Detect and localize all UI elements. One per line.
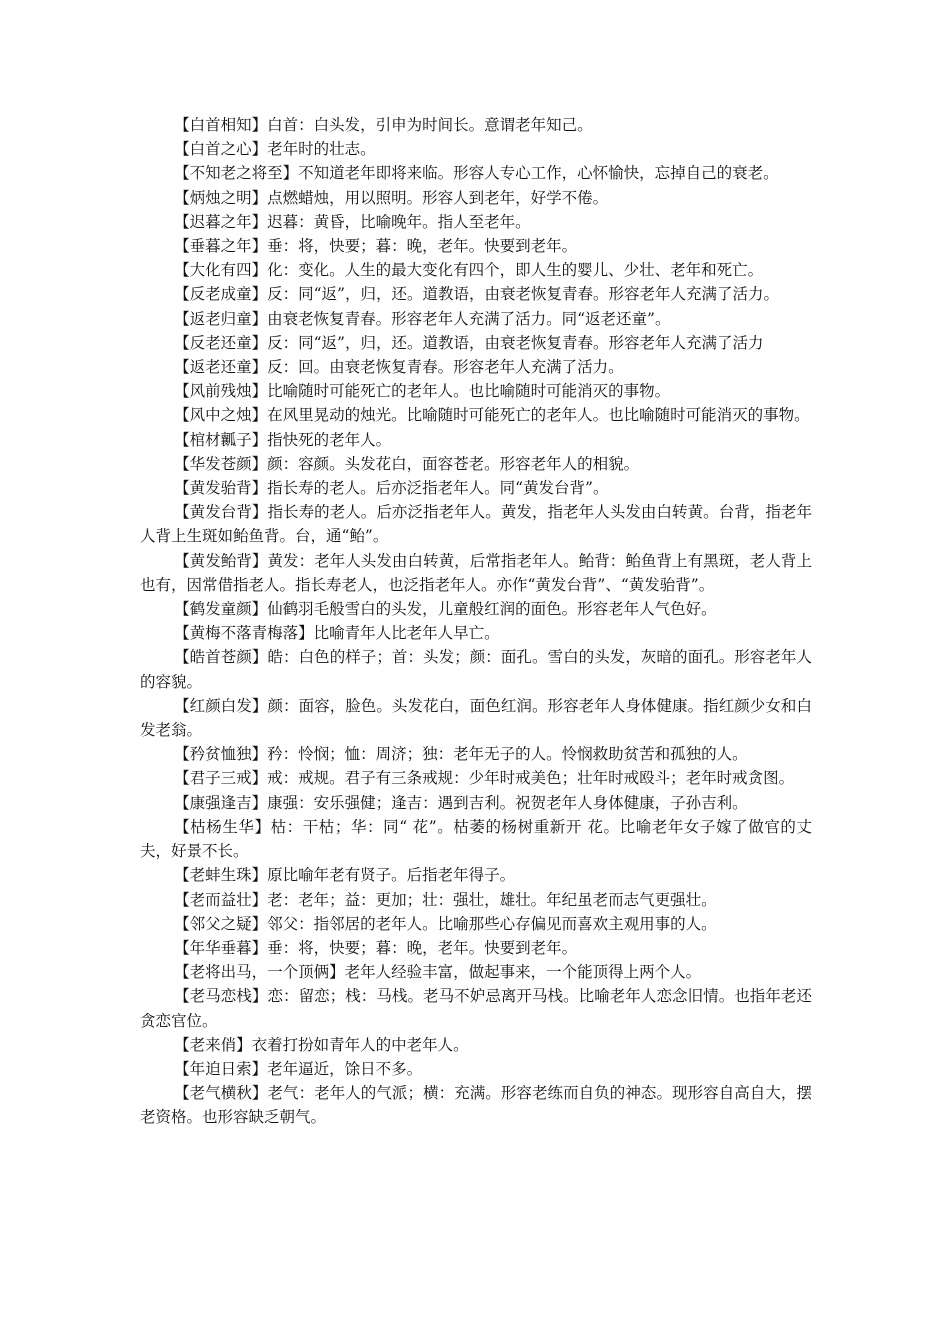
idiom-entry: 【反老成童】反：同“返”，归，还。道教语，由衰老恢复青春。形容老年人充满了活力。 (174, 285, 779, 304)
idiom-entry: 【皓首苍颜】皓：白色的样子；首：头发；颜：面孔。雪白的头发，灰暗的面孔。形容老年人的容貌。 (140, 648, 812, 691)
idiom-entry: 【鹤发童颜】仙鹤羽毛般雪白的头发，儿童般红润的面色。形容老年人气色好。 (174, 600, 717, 619)
idiom-entry: 【矜贫恤独】矜：怜悯；恤：周济；独：老年无子的人。怜悯救助贫苦和孤独的人。 (174, 745, 748, 764)
idiom-entry: 【黄发骀背】指长寿的老人。后亦泛指老年人。同“黄发台背”。 (174, 479, 609, 498)
idiom-entry: 【垂暮之年】垂：将，快要；暮：晚，老年。快要到老年。 (174, 237, 578, 256)
idiom-entry: 【邻父之疑】邻父：指邻居的老年人。比喻那些心存偏见而喜欢主观用事的人。 (174, 914, 717, 933)
document-page (140, 113, 812, 1130)
idiom-entry: 【老气横秋】老气：老年人的气派；横：充满。形容老练而自负的神态。现形容自高自大，摆老资格。也形容缺乏朝气。 (140, 1084, 812, 1127)
idiom-entry: 【返老还童】反：回。由衰老恢复青春。形容老年人充满了活力。 (174, 358, 624, 377)
idiom-entry: 【不知老之将至】不知道老年即将来临。形容人专心工作，心怀愉快，忘掉自己的衰老。 (174, 164, 779, 183)
idiom-entry: 【枯杨生华】枯：干枯；华：同“ 花”。枯萎的杨树重新开 花。比喻老年女子嫁了做官的丈夫，好景不长。 (140, 817, 812, 861)
idiom-entry: 【老来俏】衣着打扮如青年人的中老年人。 (174, 1035, 469, 1054)
idiom-entry: 【大化有四】化：变化。人生的最大变化有四个，即人生的婴儿、少壮、老年和死亡。 (174, 261, 764, 280)
idiom-entry: 【棺材瓤子】指快死的老年人。 (174, 430, 392, 449)
idiom-entry: 【反老还童】反：同“返”，归，还。道教语，由衰老恢复青春。形容老年人充满了活力 (174, 333, 764, 352)
idiom-entry: 【返老归童】由衰老恢复青春。形容老年人充满了活力。同“返老还童”。 (174, 309, 671, 328)
idiom-entry: 【黄梅不落青梅落】比喻青年人比老年人早亡。 (174, 624, 500, 643)
idiom-entry: 【白首之心】老年时的壮志。 (174, 140, 376, 159)
idiom-entry: 【炳烛之明】点燃蜡烛，用以照明。形容人到老年，好学不倦。 (174, 188, 609, 207)
idiom-entry: 【年迫日索】老年逼近，馀日不多。 (174, 1059, 423, 1078)
idiom-entry: 【黄发鲐背】黄发：老年人头发由白转黄，后常指老年人。鲐背：鲐鱼背上有黑斑，老人背上也有，因常借指老人。指长寿老人，也泛指老年人。亦作“黄发台背”、“黄发骀背”。 (140, 551, 812, 594)
idiom-entry: 【红颜白发】颜：面容，脸色。头发花白，面色红润。形容老年人身体健康。指红颜少女和白发老翁。 (140, 696, 812, 740)
idiom-entry: 【老马恋栈】恋：留恋；栈：马栈。老马不妒忌离开马栈。比喻老年人恋念旧情。也指年老还贪恋官位。 (140, 987, 812, 1030)
idiom-entry: 【风前残烛】比喻随时可能死亡的老年人。也比喻随时可能消灭的事物。 (174, 382, 671, 401)
idiom-entry: 【康强逢吉】康强：安乐强健；逢吉：遇到吉利。祝贺老年人身体健康，子孙吉利。 (174, 793, 748, 812)
idiom-entry: 【迟暮之年】迟暮：黄昏，比喻晚年。指人至老年。 (174, 212, 531, 231)
idiom-entry: 【君子三戒】戒：戒规。君子有三条戒规：少年时戒美色；壮年时戒殴斗；老年时戒贪图。 (174, 769, 795, 788)
idiom-entry: 【老蚌生珠】原比喻年老有贤子。后指老年得子。 (174, 866, 516, 885)
idiom-entry: 【年华垂暮】垂：将，快要；暮：晚，老年。快要到老年。 (174, 938, 578, 957)
idiom-entry: 【老而益壮】老：老年；益：更加；壮：强壮，雄壮。年纪虽老而志气更强壮。 (174, 890, 717, 909)
idiom-entry: 【老将出马，一个顶俩】老年人经验丰富，做起事来，一个能顶得上两个人。 (174, 963, 702, 982)
idiom-entry: 【黄发台背】指长寿的老人。后亦泛指老年人。黄发，指老年人头发由白转黄。台背，指老年人背上生斑如鲐鱼背。台，通“鲐”。 (140, 503, 812, 546)
idiom-entry: 【风中之烛】在风里晃动的烛光。比喻随时可能死亡的老年人。也比喻随时可能消灭的事物。 (174, 406, 810, 425)
idiom-entry: 【白首相知】白首：白头发，引申为时间长。意谓老年知己。 (174, 116, 593, 134)
idiom-entry: 【华发苍颜】颜：容颜。头发花白，面容苍老。形容老年人的相貌。 (174, 454, 640, 473)
